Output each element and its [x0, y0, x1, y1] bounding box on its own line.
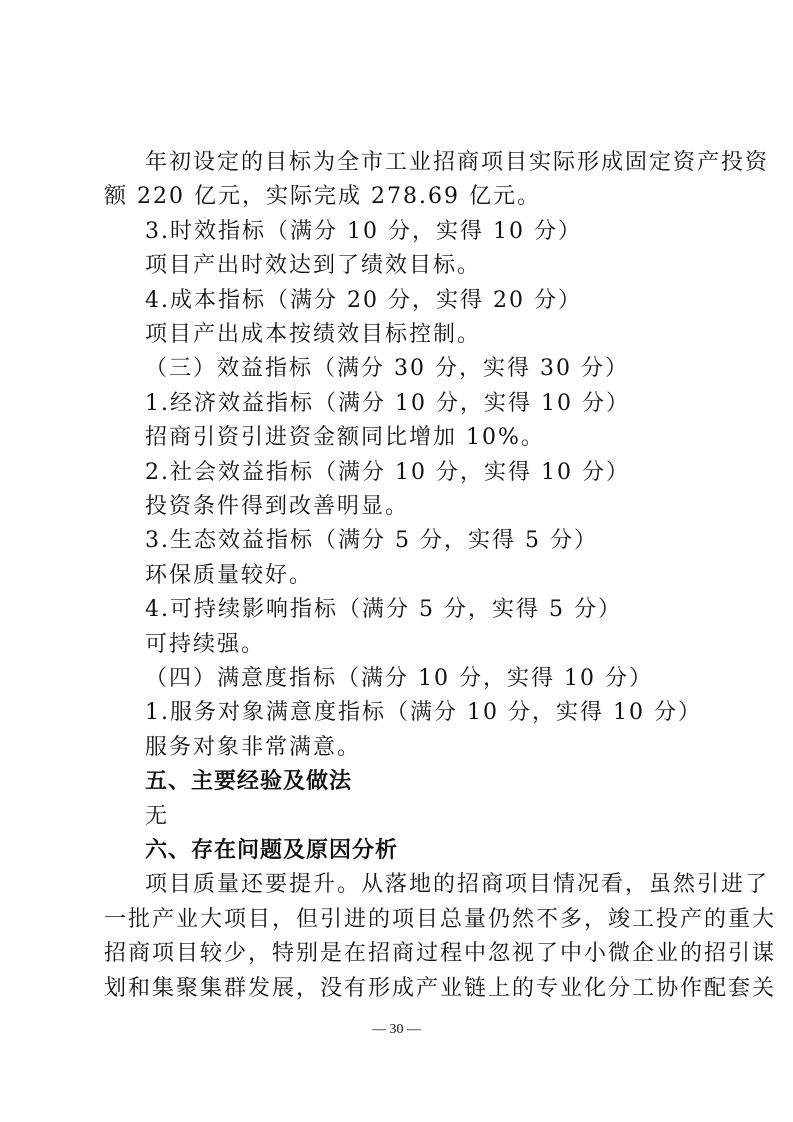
body-text-line: 划和集聚集群发展，没有形成产业链上的专业化分工协作配套关: [104, 976, 777, 1001]
body-text-line: 一批产业大项目，但引进的项目总量仍然不多，竣工投产的重大: [104, 907, 777, 932]
body-text-line: 投资条件得到改善明显。: [145, 494, 410, 519]
body-text-line: 项目产出成本按绩效目标控制。: [145, 322, 482, 347]
indicator-section-heading: （三）效益指标（满分 30 分，实得 30 分）: [145, 356, 629, 381]
body-text-line: 项目产出时效达到了绩效目标。: [145, 253, 482, 278]
page-number: — 30 —: [372, 1022, 421, 1037]
indicator-heading: 2.社会效益指标（满分 10 分，实得 10 分）: [145, 460, 630, 485]
body-text-line: 可持续强。: [145, 632, 266, 657]
body-text-line: 额 220 亿元，实际完成 278.69 亿元。: [104, 184, 541, 209]
body-text-line: 无: [145, 804, 170, 829]
indicator-heading: 1.服务对象满意度指标（满分 10 分，实得 10 分）: [145, 700, 702, 725]
body-text-line: 招商项目较少，特别是在招商过程中忽视了中小微企业的招引谋: [104, 941, 777, 966]
body-text-line: 年初设定的目标为全市工业招商项目实际形成固定资产投资: [145, 150, 770, 175]
indicator-heading: 3.时效指标（满分 10 分，实得 10 分）: [145, 219, 582, 244]
indicator-heading: 1.经济效益指标（满分 10 分，实得 10 分）: [145, 391, 630, 416]
indicator-heading: 4.可持续影响指标（满分 5 分，实得 5 分）: [145, 597, 622, 622]
indicator-heading: 3.生态效益指标（满分 5 分，实得 5 分）: [145, 528, 598, 553]
indicator-section-heading: （四）满意度指标（满分 10 分，实得 10 分）: [145, 666, 653, 691]
indicator-heading: 4.成本指标（满分 20 分，实得 20 分）: [145, 288, 582, 313]
body-text-line: 招商引资引进资金额同比增加 10%。: [145, 425, 545, 450]
body-text-line: 服务对象非常满意。: [145, 735, 362, 760]
section-heading: 五、主要经验及做法: [145, 769, 353, 794]
body-text-line: 项目质量还要提升。从落地的招商项目情况看，虽然引进了: [145, 872, 770, 897]
body-text-line: 环保质量较好。: [145, 563, 314, 588]
section-heading: 六、存在问题及原因分析: [145, 838, 399, 863]
